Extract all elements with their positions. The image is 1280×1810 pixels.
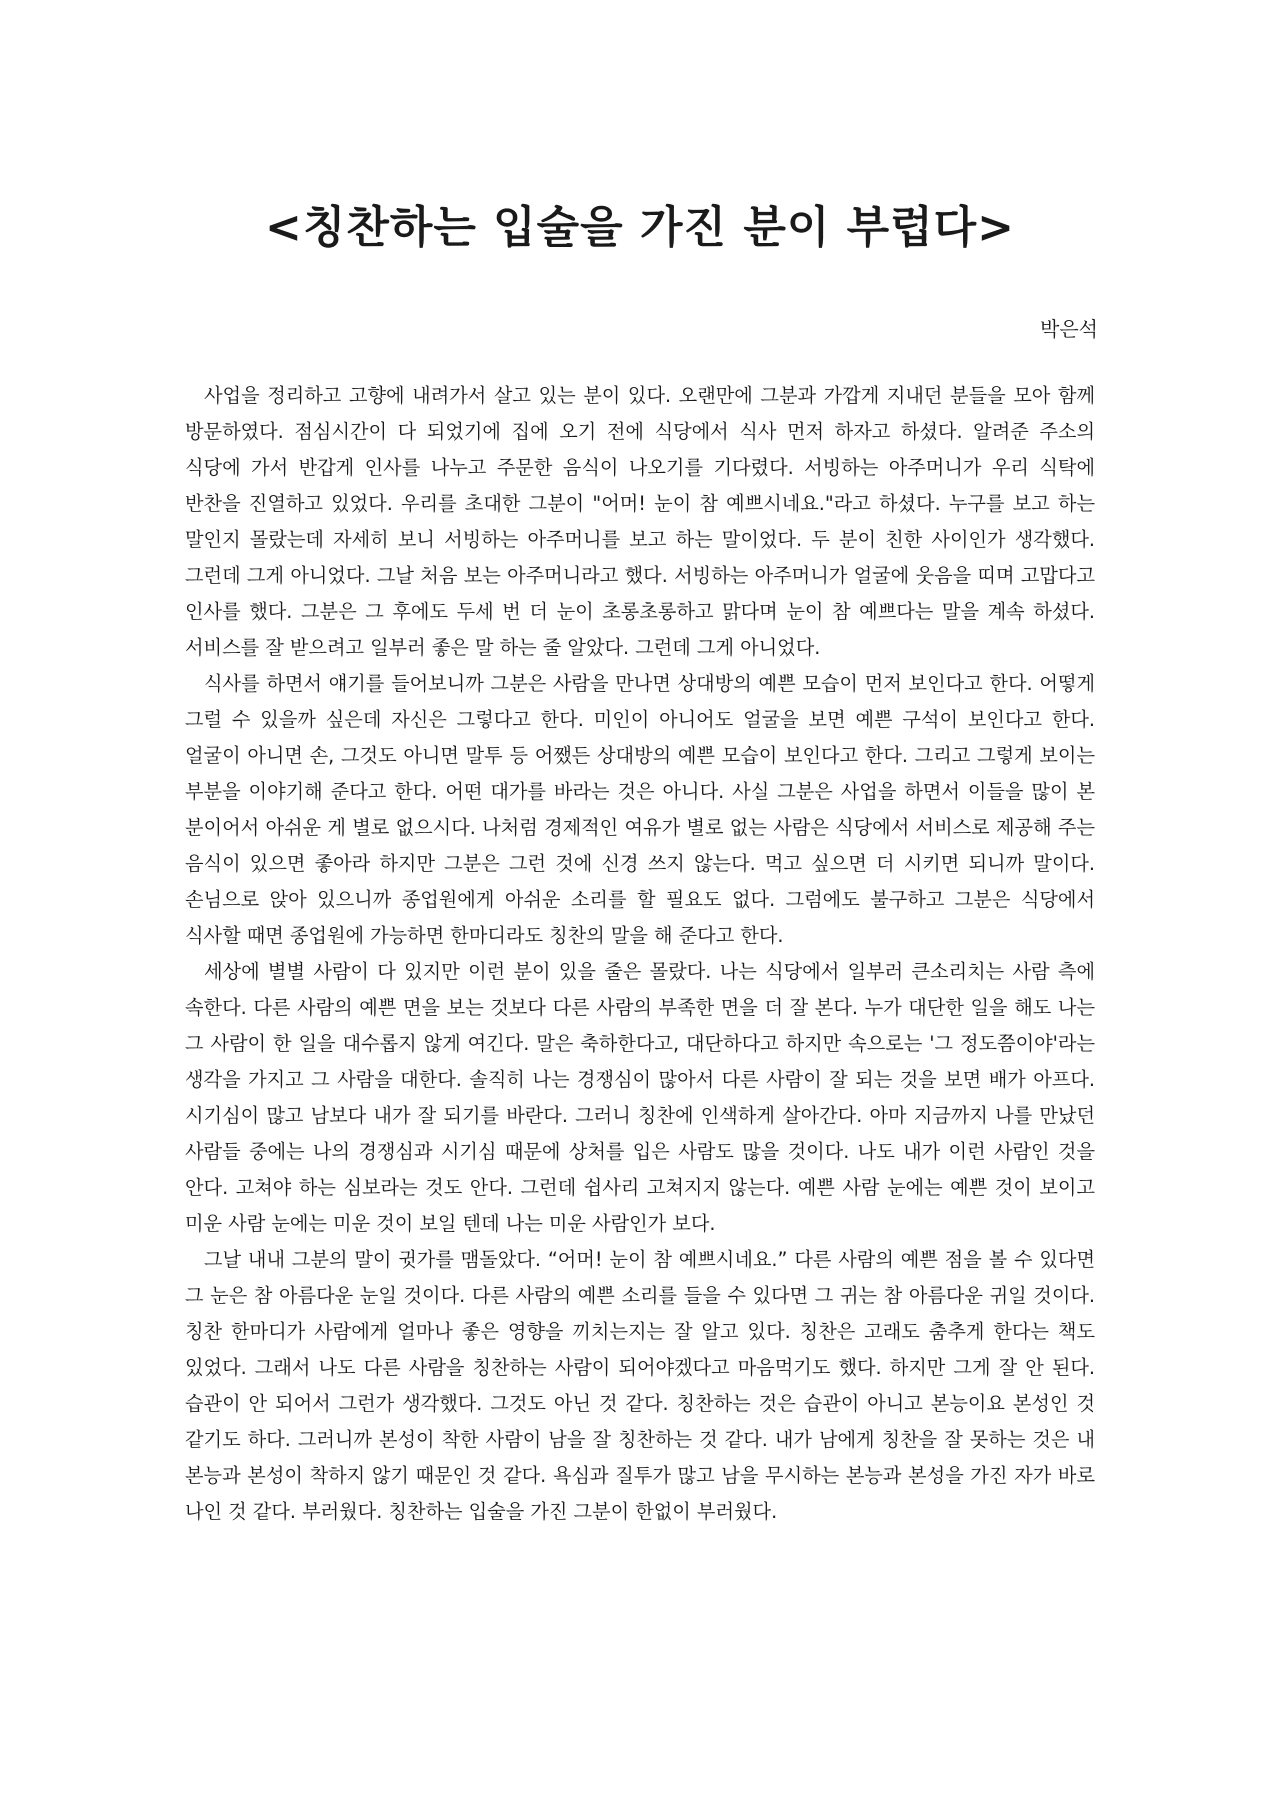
paragraph-1: 사업을 정리하고 고향에 내려가서 살고 있는 분이 있다. 오랜만에 그분과 가깝게 지내던 분들을 모아 함께 방문하였다. 점심시간이 다 되었기에 집에 오기 전에 식당에서 식사 먼저 하자고 하셨다. 알려준 주소의 식당에 가서 반갑게 인사를 나누고 주문한 음식이 나오기를 기다렸다. 서빙하는 아주머니가 우리 식탁에 반찬을 진열하고 있었다. 우리를 초대한 그분이 "어머! 눈이 참 예쁘시네요."라고 하셨다. 누구를 보고 하는 말인지 몰랐는데 자세히 보니 서빙하는 아주머니를 보고 하는 말이었다. 두 분이 친한 사이인가 생각했다. 그런데 그게 아니었다. 그날 처음 보는 아주머니라고 했다. 서빙하는 아주머니가 얼굴에 웃음을 띠며 고맙다고 인사를 했다. 그분은 그 후에도 두세 번 더 눈이 초롱초롱하고 맑다며 눈이 참 예쁘다는 말을 계속 하셨다. 서비스를 잘 받으려고 일부러 좋은 말 하는 줄 알았다. 그런데 그게 아니었다. (185, 384, 1095, 659)
paragraph-4: 그날 내내 그분의 말이 귓가를 맴돌았다. “어머! 눈이 참 예쁘시네요.” 다른 사람의 예쁜 점을 볼 수 있다면 그 눈은 참 아름다운 눈일 것이다. 다른 사람의 예쁜 소리를 들을 수 있다면 그 귀는 참 아름다운 귀일 것이다. 칭찬 한마디가 사람에게 얼마나 좋은 영향을 끼치는지는 잘 알고 있다. 칭찬은 고래도 춤추게 한다는 책도 있었다. 그래서 나도 다른 사람을 칭찬하는 사람이 되어야겠다고 마음먹기도 했다. 하지만 그게 잘 안 된다. 습관이 안 되어서 그런가 생각했다. 그것도 아닌 것 같다. 칭찬하는 것은 습관이 아니고 본능이요 본성인 것 같기도 하다. 그러니까 본성이 착한 사람이 남을 잘 칭찬하는 것 같다. 내가 남에게 칭찬을 잘 못하는 것은 내 본능과 본성이 착하지 않기 때문인 것 같다. 욕심과 질투가 많고 남을 무시하는 본능과 본성을 가진 자가 바로 나인 것 같다. 부러웠다. 칭찬하는 입술을 가진 그분이 한없이 부러웠다. (185, 1248, 1095, 1523)
paragraph-3: 세상에 별별 사람이 다 있지만 이런 분이 있을 줄은 몰랐다. 나는 식당에서 일부러 큰소리치는 사람 측에 속한다. 다른 사람의 예쁜 면을 보는 것보다 다른 사람의 부족한 면을 더 잘 본다. 누가 대단한 일을 해도 나는 그 사람이 한 일을 대수롭지 않게 여긴다. 말은 축하한다고, 대단하다고 하지만 속으로는 '그 정도쯤이야'라는 생각을 가지고 그 사람을 대한다. 솔직히 나는 경쟁심이 많아서 다른 사람이 잘 되는 것을 보면 배가 아프다. 시기심이 많고 남보다 내가 잘 되기를 바란다. 그러니 칭찬에 인색하게 살아간다. 아마 지금까지 나를 만났던 사람들 중에는 나의 경쟁심과 시기심 때문에 상처를 입은 사람도 많을 것이다. 나도 내가 이런 사람인 것을 안다. 고쳐야 하는 심보라는 것도 안다. 그런데 쉽사리 고쳐지지 않는다. 예쁜 사람 눈에는 예쁜 것이 보이고 미운 사람 눈에는 미운 것이 보일 텐데 나는 미운 사람인가 보다. (185, 960, 1095, 1235)
paragraph-2: 식사를 하면서 얘기를 들어보니까 그분은 사람을 만나면 상대방의 예쁜 모습이 먼저 보인다고 한다. 어떻게 그럴 수 있을까 싶은데 자신은 그렇다고 한다. 미인이 아니어도 얼굴을 보면 예쁜 구석이 보인다고 한다. 얼굴이 아니면 손, 그것도 아니면 말투 등 어쨌든 상대방의 예쁜 모습이 보인다고 한다. 그리고 그렇게 보이는 부분을 이야기해 준다고 한다. 어떤 대가를 바라는 것은 아니다. 사실 그분은 사업을 하면서 이들을 많이 본 분이어서 아쉬운 게 별로 없으시다. 나처럼 경제적인 여유가 별로 없는 사람은 식당에서 서비스로 제공해 주는 음식이 있으면 좋아라 하지만 그분은 그런 것에 신경 쓰지 않는다. 먹고 싶으면 더 시키면 되니까 말이다. 손님으로 앉아 있으니까 종업원에게 아쉬운 소리를 할 필요도 없다. 그럼에도 불구하고 그분은 식당에서 식사할 때면 종업원에 가능하면 한마디라도 칭찬의 말을 해 준다고 한다. (185, 672, 1095, 947)
document-title: <칭찬하는 입술을 가진 분이 부럽다> (264, 202, 1016, 253)
author-name: 박은석 (1040, 317, 1098, 341)
document-body (185, 378, 1095, 1530)
